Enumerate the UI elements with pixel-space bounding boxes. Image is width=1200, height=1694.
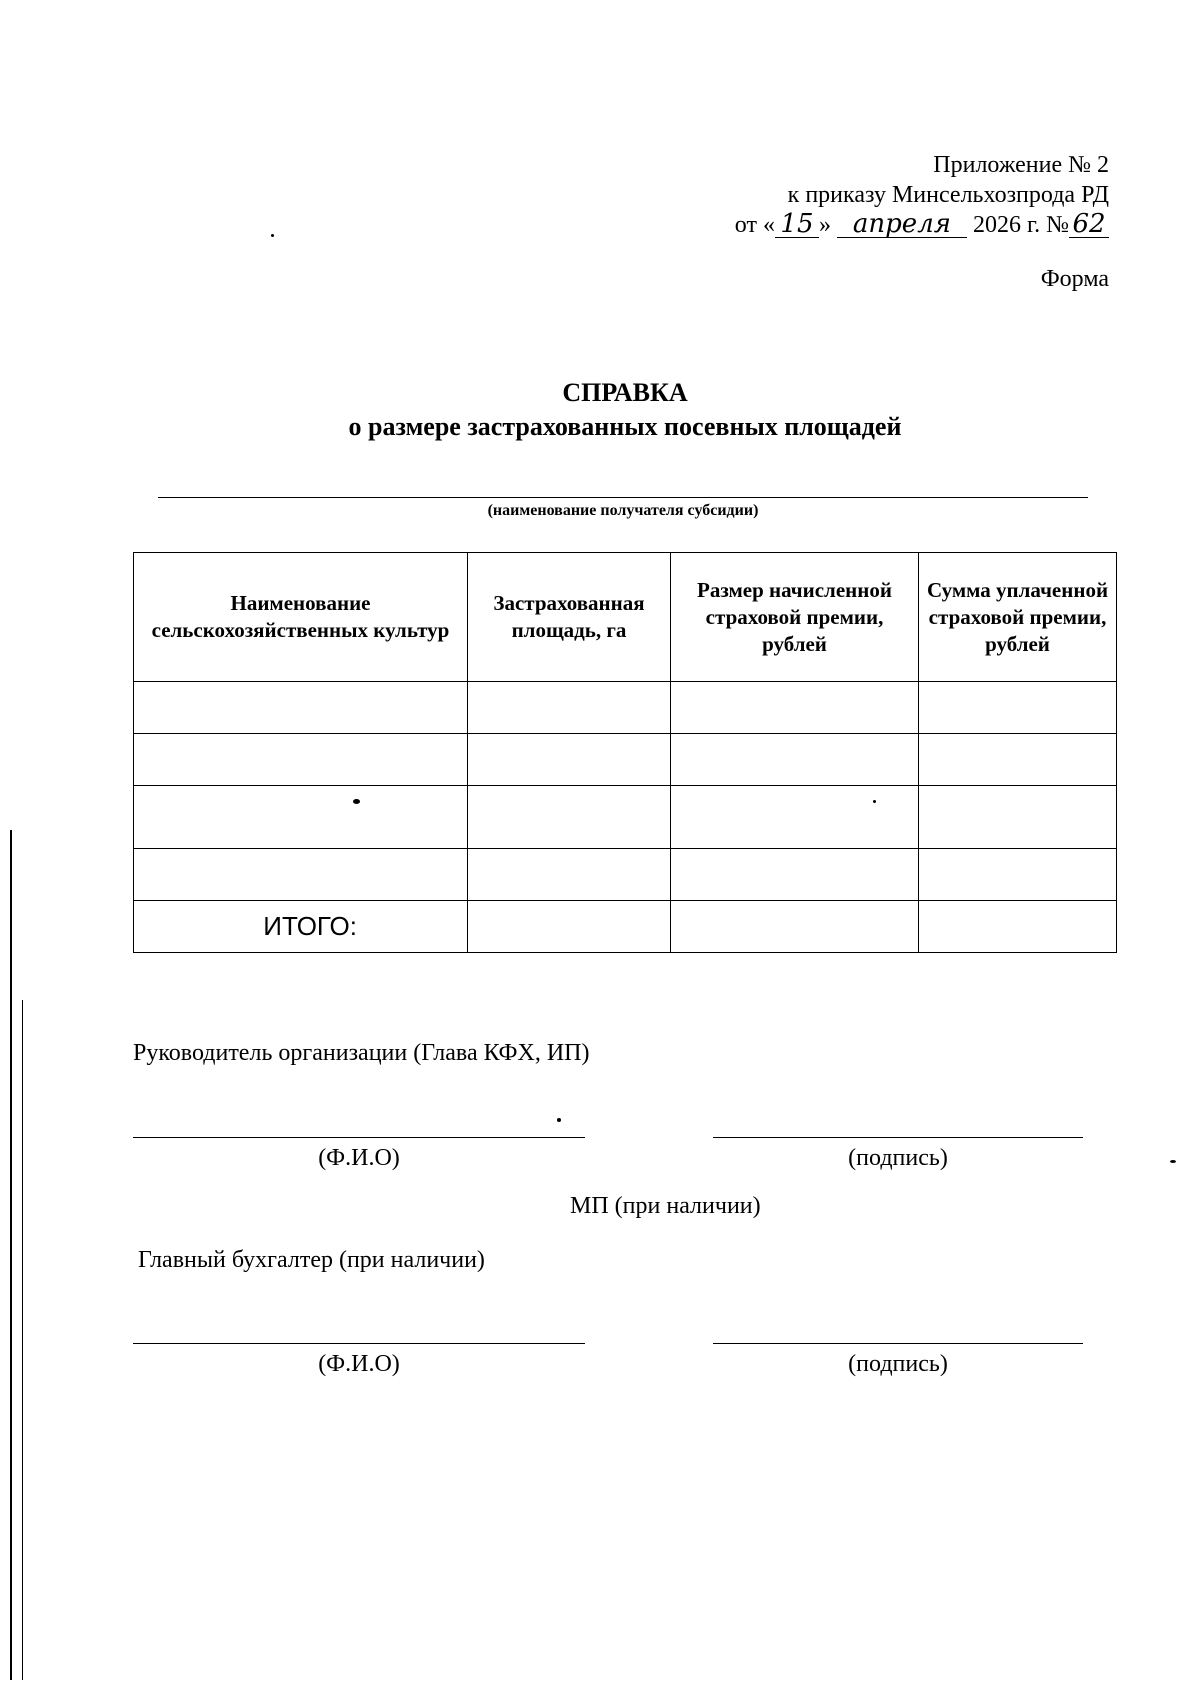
- accountant-signature-caption: (подпись): [848, 1351, 948, 1377]
- order-reference: к приказу Минсельхозпрода РД: [787, 182, 1109, 208]
- header-insured-area: Застрахованная площадь, га: [468, 553, 671, 682]
- head-signature-caption: (подпись): [848, 1145, 948, 1171]
- table-header-row: [134, 553, 1117, 682]
- scan-speck: [1170, 1160, 1176, 1163]
- date-quote-close: »: [818, 212, 831, 238]
- form-label: Форма: [1040, 266, 1109, 292]
- table-cell[interactable]: [134, 849, 468, 901]
- scan-margin-line: [22, 1000, 23, 1680]
- table-row: [134, 734, 1117, 786]
- handwritten-month: апреля: [837, 211, 967, 238]
- recipient-field[interactable]: [158, 497, 1088, 498]
- table-row: [134, 849, 1117, 901]
- table-cell[interactable]: [671, 786, 919, 849]
- document-subtitle: о размере застрахованных посевных площадей: [348, 412, 902, 441]
- table-cell[interactable]: [468, 682, 671, 734]
- scan-speck: [353, 799, 360, 804]
- accountant-name-field[interactable]: [133, 1343, 585, 1344]
- scan-speck: [271, 234, 274, 237]
- chief-accountant-label: Главный бухгалтер (при наличии): [138, 1247, 485, 1273]
- appendix-header: [735, 150, 1109, 240]
- scan-speck: [557, 1118, 561, 1122]
- table-row: [134, 786, 1117, 849]
- total-cell-paid[interactable]: [919, 901, 1117, 953]
- head-name-caption: (Ф.И.О): [318, 1145, 400, 1171]
- table-row: [134, 682, 1117, 734]
- head-name-field[interactable]: [133, 1137, 585, 1138]
- appendix-number: Приложение № 2: [933, 152, 1109, 178]
- document-title-block: [0, 376, 1200, 444]
- document-title: СПРАВКА: [562, 378, 688, 407]
- scan-speck: [873, 800, 876, 803]
- total-label: ИТОГО:: [134, 901, 468, 953]
- handwritten-order-number: 62: [1069, 211, 1109, 238]
- header-paid-premium: Сумма уплаченной страховой премии, рублей: [919, 553, 1117, 682]
- head-of-organization-label: Руководитель организации (Глава КФХ, ИП): [133, 1040, 590, 1066]
- head-signature-field[interactable]: [713, 1137, 1083, 1138]
- table-cell[interactable]: [134, 734, 468, 786]
- total-cell-accrued[interactable]: [671, 901, 919, 953]
- stamp-label: МП (при наличии): [570, 1193, 761, 1219]
- order-year: 2026 г.: [972, 212, 1041, 238]
- table-cell[interactable]: [919, 786, 1117, 849]
- accountant-signature-field[interactable]: [713, 1343, 1083, 1344]
- handwritten-day: 15: [775, 211, 819, 238]
- number-sign: №: [1046, 212, 1069, 238]
- header-crop-name: Наименование сельскохозяйственных культур: [134, 553, 468, 682]
- recipient-caption: (наименование получателя субсидии): [487, 502, 759, 519]
- table-cell[interactable]: [671, 734, 919, 786]
- table-cell[interactable]: [919, 734, 1117, 786]
- crops-table: [133, 552, 1117, 953]
- date-prefix: от «: [734, 212, 775, 238]
- table-cell[interactable]: [919, 682, 1117, 734]
- scan-margin-line: [10, 830, 12, 1680]
- table-cell[interactable]: [134, 786, 468, 849]
- total-cell-area[interactable]: [468, 901, 671, 953]
- order-date-line: [735, 210, 1109, 240]
- accountant-name-caption: (Ф.И.О): [318, 1351, 400, 1377]
- table-cell[interactable]: [468, 734, 671, 786]
- table-cell[interactable]: [671, 682, 919, 734]
- table-cell[interactable]: [134, 682, 468, 734]
- table-cell[interactable]: [671, 849, 919, 901]
- table-cell[interactable]: [468, 786, 671, 849]
- header-accrued-premium: Размер начисленной страховой премии, рублей: [671, 553, 919, 682]
- table-cell[interactable]: [468, 849, 671, 901]
- total-row: [134, 901, 1117, 953]
- table-cell[interactable]: [919, 849, 1117, 901]
